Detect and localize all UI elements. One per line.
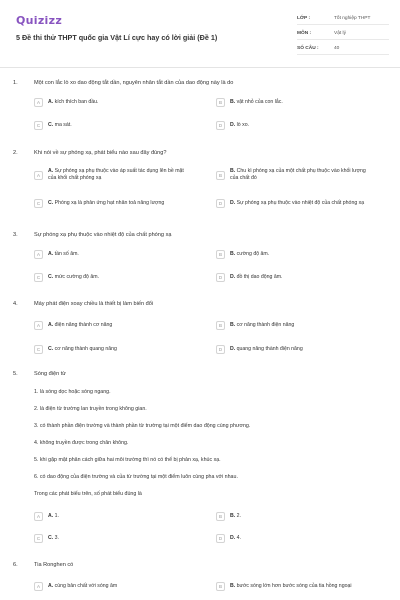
option-letter: C. xyxy=(48,274,54,280)
option-d[interactable] xyxy=(216,271,283,284)
option-text: Sự phóng xạ phụ thuộc vào áp suất tác dụng lên bề mặt của khối chất phóng xạ xyxy=(48,168,184,181)
meta-row-class xyxy=(297,12,389,25)
option-badge: C xyxy=(34,199,43,208)
option-text: cùng bản chất với sóng âm xyxy=(54,583,118,589)
option-badge: D xyxy=(216,273,225,282)
question-text: Sự phóng xạ phụ thuộc vào nhiệt độ của chất phóng xạ xyxy=(34,232,172,238)
option-letter: A. xyxy=(48,251,54,257)
option-letter: D. xyxy=(230,199,236,206)
option-badge: B xyxy=(216,512,225,521)
option-text: mức cường độ âm. xyxy=(54,274,100,280)
option-d[interactable] xyxy=(216,343,303,356)
option-b[interactable] xyxy=(216,96,283,109)
question-text: Một con lắc lò xo dao động tắt dần, nguyên nhân tắt dần của dao động này là do xyxy=(34,80,234,86)
question-number: 2. xyxy=(13,150,18,156)
option-text: ma sát. xyxy=(54,122,72,128)
option-letter: B. xyxy=(230,168,236,174)
option-letter: D. xyxy=(230,122,236,128)
option-c[interactable] xyxy=(34,271,99,284)
option-b[interactable] xyxy=(216,510,241,523)
option-b[interactable] xyxy=(216,248,269,261)
question-number: 1. xyxy=(13,80,18,86)
option-badge: B xyxy=(216,250,225,259)
option-badge: C xyxy=(34,345,43,354)
option-b[interactable] xyxy=(216,580,352,593)
option-text: cơ năng thành điện năng xyxy=(236,322,295,328)
option-badge: D xyxy=(216,199,225,208)
option-badge: A xyxy=(34,250,43,259)
option-text: 2. xyxy=(236,513,241,519)
option-letter: B. xyxy=(230,99,236,105)
option-badge: D xyxy=(216,345,225,354)
option-d[interactable] xyxy=(216,532,241,545)
option-badge: C xyxy=(34,273,43,282)
option-badge: D xyxy=(216,534,225,543)
statement-1: 1. là sóng dọc hoặc sóng ngang. xyxy=(34,389,111,395)
statement-prompt: Trong các phát biểu trên, số phát biểu đúng là xyxy=(34,491,142,497)
meta-value: Tốt nghiệp THPT xyxy=(334,15,371,21)
option-letter: D. xyxy=(230,274,236,280)
question-text: Máy phát điện xoay chiều là thiết bị làm biến đổi xyxy=(34,301,154,307)
option-letter: A. xyxy=(48,322,54,328)
option-badge: A xyxy=(34,171,43,180)
option-badge: A xyxy=(34,582,43,591)
option-badge: B xyxy=(216,582,225,591)
option-text: điện năng thành cơ năng xyxy=(54,322,113,328)
option-text: kích thích ban đầu. xyxy=(54,99,99,105)
option-b[interactable] xyxy=(216,319,294,332)
option-b[interactable] xyxy=(216,166,375,184)
option-a[interactable] xyxy=(34,166,193,184)
option-letter: D. xyxy=(230,346,236,352)
option-text: vật nhỏ của con lắc. xyxy=(236,99,283,105)
option-text: Sự phóng xạ phụ thuộc vào nhiệt độ của chất phóng xạ xyxy=(236,199,365,206)
option-text: quang năng thành điện năng xyxy=(236,346,303,352)
option-text: Phóng xạ là phản ứng hạt nhân toả năng lượng xyxy=(54,199,165,206)
option-a[interactable] xyxy=(34,580,117,593)
option-badge: A xyxy=(34,321,43,330)
question-number: 4. xyxy=(13,301,18,307)
option-a[interactable] xyxy=(34,510,59,523)
option-letter: B. xyxy=(230,251,236,257)
option-letter: A. xyxy=(48,583,54,589)
question-text: Khi nói về sự phóng xạ, phát biểu nào sau đây đúng? xyxy=(34,150,167,156)
option-letter: A. xyxy=(48,99,54,105)
option-a[interactable] xyxy=(34,248,79,261)
option-badge: D xyxy=(216,121,225,130)
meta-table xyxy=(297,12,389,57)
option-text: 4. xyxy=(236,535,241,541)
meta-key: MÔN : xyxy=(297,30,312,36)
quizizz-logo: Quizizz xyxy=(16,14,63,27)
meta-row-count xyxy=(297,42,389,55)
option-c[interactable] xyxy=(34,343,117,356)
option-c[interactable] xyxy=(34,532,59,545)
option-letter: B. xyxy=(230,322,236,328)
option-badge: B xyxy=(216,98,225,107)
meta-key: SỐ CÂU : xyxy=(297,45,319,51)
question-number: 5. xyxy=(13,371,18,377)
option-text: 3. xyxy=(54,535,59,541)
page-title: 5 Đề thi thử THPT quốc gia Vật Lí cực hay có lời giải (Đề 1) xyxy=(16,33,218,42)
option-letter: B. xyxy=(230,583,236,589)
meta-row-subject xyxy=(297,27,389,40)
option-letter: A. xyxy=(48,513,54,519)
question-number: 6. xyxy=(13,562,18,568)
option-text: cường độ âm. xyxy=(236,251,270,257)
option-d[interactable] xyxy=(216,194,364,212)
option-text: lò xo. xyxy=(236,122,250,128)
option-a[interactable] xyxy=(34,96,98,109)
option-badge: A xyxy=(34,512,43,521)
option-text: cơ năng thành quang năng xyxy=(54,346,117,352)
option-letter: C. xyxy=(48,346,54,352)
statement-4: 4. không truyền được trong chân không. xyxy=(34,440,129,446)
option-text: 1. xyxy=(54,513,59,519)
option-badge: B xyxy=(216,171,225,180)
option-letter: B. xyxy=(230,513,236,519)
option-badge: B xyxy=(216,321,225,330)
option-letter: C. xyxy=(48,535,54,541)
statement-3: 3. có thành phần điện trường và thành phần từ trường tại một điểm dao động cùng phương. xyxy=(34,423,251,429)
question-text: Tia Ronghen có xyxy=(34,562,74,568)
meta-value: 40 xyxy=(334,45,340,51)
option-badge: C xyxy=(34,534,43,543)
meta-key: LỚP : xyxy=(297,15,311,21)
question-number: 3. xyxy=(13,232,18,238)
worksheet-header xyxy=(0,0,400,68)
statement-6: 6. có dao động của điện trường và của từ trường tại một điểm luôn cùng pha với nhau. xyxy=(34,474,238,480)
option-text: đồ thị dao động âm. xyxy=(236,274,283,280)
option-letter: D. xyxy=(230,535,236,541)
statement-5: 5. khi gặp mặt phân cách giữa hai môi trường thì nó có thể bị phản xạ, khúc xạ. xyxy=(34,457,221,463)
statement-2: 2. là điện từ trường lan truyền trong không gian. xyxy=(34,406,147,412)
option-d[interactable] xyxy=(216,119,249,132)
option-text: Chu kì phóng xạ của một chất phụ thuộc vào khối lượng của chất đó xyxy=(230,168,366,181)
option-text: bước sóng lớn hơn bước sóng của tia hồng ngoại xyxy=(236,583,352,589)
option-letter: C. xyxy=(48,122,54,128)
option-c[interactable] xyxy=(34,119,72,132)
question-text: Sóng điện từ xyxy=(34,371,67,377)
option-a[interactable] xyxy=(34,319,112,332)
meta-value: Vật lý xyxy=(334,30,346,36)
option-text: tần số âm. xyxy=(54,251,79,257)
option-c[interactable] xyxy=(34,194,164,212)
option-badge: C xyxy=(34,121,43,130)
option-letter: A. xyxy=(48,168,54,174)
option-badge: A xyxy=(34,98,43,107)
option-letter: C. xyxy=(48,199,54,206)
